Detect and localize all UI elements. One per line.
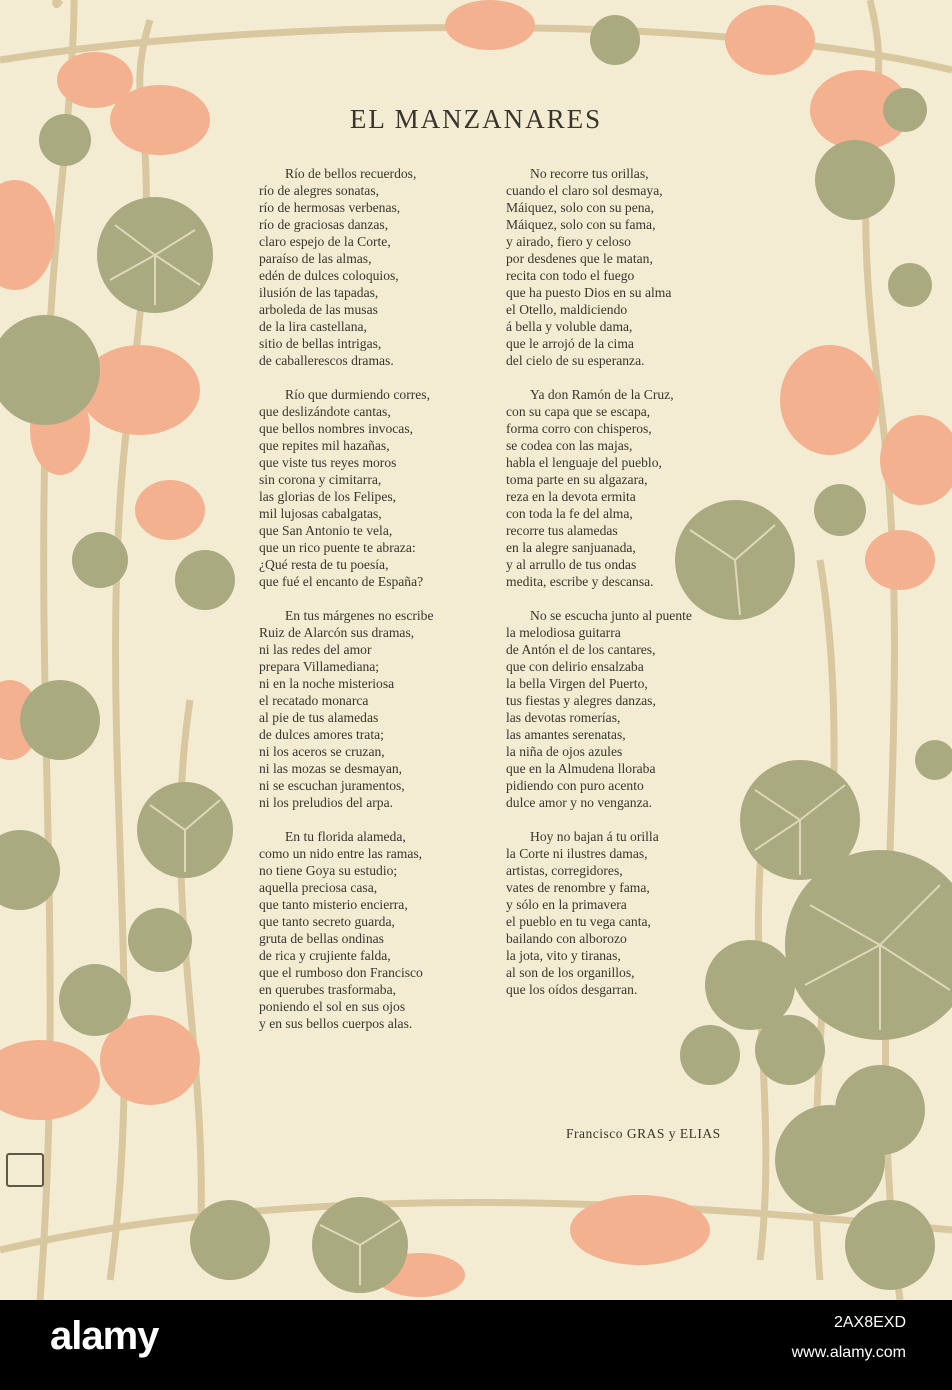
stanza	[500, 828, 740, 998]
verse-line: que los oídos desgarran.	[506, 982, 638, 997]
verse-line: río de alegres sonatas,	[259, 183, 380, 198]
stock-image-id: 2AX8EXD	[833, 1314, 906, 1331]
verse-line: ni las mozas se desmayan,	[259, 761, 403, 776]
verse-line: Máiquez, solo con su fama,	[506, 217, 656, 232]
stanza	[500, 386, 740, 590]
verse-line: reza en la devota ermita	[506, 489, 636, 504]
verse-line: ni los aceros se cruzan,	[259, 744, 385, 759]
verse-line: las amantes serenatas,	[506, 727, 626, 742]
verse-line: pidiendo con puro acento	[506, 778, 644, 793]
verse-line: de rica y crujiente falda,	[259, 948, 391, 963]
verse-line: forma corro con chisperos,	[506, 421, 652, 436]
verse-line: la bella Virgen del Puerto,	[506, 676, 648, 691]
author-signature: Francisco GRAS y ELIAS	[566, 1126, 721, 1141]
verse-line: Ruiz de Alarcón sus dramas,	[259, 625, 415, 640]
verse-line: las devotas romerías,	[506, 710, 621, 725]
verse-line: y al arrullo de tus ondas	[506, 557, 637, 572]
verse-line: que fué el encanto de España?	[259, 574, 424, 589]
verse-line: recorre tus alamedas	[506, 523, 618, 538]
verse-line: dulce amor y no venganza.	[506, 795, 653, 810]
verse-line: habla el lenguaje del pueblo,	[506, 455, 662, 470]
verse-line: gruta de bellas ondinas	[259, 931, 384, 946]
verse-line: como un nido entre las ramas,	[259, 846, 423, 861]
stock-logo: alamy	[50, 1314, 159, 1358]
verse-line: prepara Villamediana;	[259, 659, 380, 674]
verse-line: que le arrojó de la cima	[506, 336, 634, 351]
verse-line: que repites mil hazañas,	[259, 438, 390, 453]
verse-line: recita con todo el fuego	[506, 268, 635, 283]
verse-line: sitio de bellas intrigas,	[259, 336, 382, 351]
verse-line: Río que durmiendo corres,	[285, 387, 430, 402]
verse-line: y en sus bellos cuerpos alas.	[259, 1016, 413, 1031]
verse-line: vates de renombre y fama,	[506, 880, 650, 895]
verse-line: se codea con las majas,	[506, 438, 633, 453]
verse-line: ni las redes del amor	[259, 642, 372, 657]
verse-line: poniendo el sol en sus ojos	[259, 999, 406, 1014]
poem-title: EL MANZANARES	[349, 104, 603, 134]
verse-line: toma parte en su algazara,	[506, 472, 648, 487]
verse-line: de caballerescos dramas.	[259, 353, 394, 368]
verse-line: en la alegre sanjuanada,	[506, 540, 636, 555]
verse-line: y airado, fiero y celoso	[506, 234, 631, 249]
verse-line: tus fiestas y alegres danzas,	[506, 693, 656, 708]
poem-column-left	[247, 165, 487, 1049]
verse-line: aquella preciosa casa,	[259, 880, 378, 895]
verse-line: que en la Almudena lloraba	[506, 761, 656, 776]
verse-line: la Corte ni ilustres damas,	[506, 846, 648, 861]
verse-line: que deslizándote cantas,	[259, 404, 391, 419]
verse-line: En tu florida alameda,	[285, 829, 406, 844]
verse-line: el recatado monarca	[259, 693, 369, 708]
verse-line: del cielo de su esperanza.	[506, 353, 645, 368]
verse-line: las glorias de los Felipes,	[259, 489, 397, 504]
stanza	[247, 386, 487, 590]
verse-line: Máiquez, solo con su pena,	[506, 200, 654, 215]
verse-line: claro espejo de la Corte,	[259, 234, 391, 249]
verse-line: que bellos nombres invocas,	[259, 421, 414, 436]
artist-monogram	[6, 1153, 44, 1187]
stanza	[247, 165, 487, 369]
watermark-bar	[0, 1300, 952, 1390]
verse-line: por desdenes que le matan,	[506, 251, 653, 266]
verse-line: No se escucha junto al puente	[530, 608, 692, 623]
verse-line: mil lujosas cabalgatas,	[259, 506, 382, 521]
verse-line: arboleda de las musas	[259, 302, 378, 317]
verse-line: Río de bellos recuerdos,	[285, 166, 417, 181]
verse-line: el Otello, maldiciendo	[506, 302, 628, 317]
verse-line: ¿Qué resta de tu poesía,	[259, 557, 389, 572]
verse-line: al son de los organillos,	[506, 965, 635, 980]
verse-line: que tanto misterio encierra,	[259, 897, 408, 912]
stanza	[247, 607, 487, 811]
stanza	[500, 165, 740, 369]
verse-line: cuando el claro sol desmaya,	[506, 183, 663, 198]
verse-line: ni se escuchan juramentos,	[259, 778, 405, 793]
verse-line: sin corona y cimitarra,	[259, 472, 382, 487]
verse-line: No recorre tus orillas,	[530, 166, 649, 181]
verse-line: con su capa que se escapa,	[506, 404, 651, 419]
verse-line: al pie de tus alamedas	[259, 710, 379, 725]
verse-line: la niña de ojos azules	[506, 744, 623, 759]
verse-line: Hoy no bajan á tu orilla	[530, 829, 659, 844]
stock-url: www.alamy.com	[791, 1344, 906, 1361]
verse-line: medita, escribe y descansa.	[506, 574, 654, 589]
verse-line: que ha puesto Dios en su alma	[506, 285, 672, 300]
verse-line: Ya don Ramón de la Cruz,	[530, 387, 674, 402]
verse-line: con toda la fe del alma,	[506, 506, 633, 521]
stanza	[500, 607, 740, 811]
verse-line: paraíso de las almas,	[259, 251, 372, 266]
verse-line: río de hermosas verbenas,	[259, 200, 401, 215]
verse-line: de Antón el de los cantares,	[506, 642, 656, 657]
verse-line: la melodiosa guitarra	[506, 625, 621, 640]
verse-line: ni los preludios del arpa.	[259, 795, 394, 810]
verse-line: ilusión de las tapadas,	[259, 285, 379, 300]
verse-line: á bella y voluble dama,	[506, 319, 633, 334]
verse-line: artistas, corregidores,	[506, 863, 623, 878]
verse-line: de dulces amores trata;	[259, 727, 384, 742]
verse-line: que el rumboso don Francisco	[259, 965, 423, 980]
verse-line: que San Antonio te vela,	[259, 523, 393, 538]
verse-line: que tanto secreto guarda,	[259, 914, 395, 929]
verse-line: que un rico puente te abraza:	[259, 540, 416, 555]
verse-line: la jota, vito y tiranas,	[506, 948, 621, 963]
verse-line: En tus márgenes no escribe	[285, 608, 434, 623]
verse-line: edén de dulces coloquios,	[259, 268, 399, 283]
verse-line: no tiene Goya su estudio;	[259, 863, 398, 878]
stanza	[247, 828, 487, 1032]
verse-line: río de graciosas danzas,	[259, 217, 389, 232]
verse-line: de la lira castellana,	[259, 319, 367, 334]
verse-line: que con delirio ensalzaba	[506, 659, 644, 674]
poem-column-right	[500, 165, 740, 1015]
verse-line: el pueblo en tu vega canta,	[506, 914, 651, 929]
verse-line: bailando con alborozo	[506, 931, 627, 946]
verse-line: que viste tus reyes moros	[259, 455, 397, 470]
verse-line: en querubes trasformaba,	[259, 982, 397, 997]
verse-line: ni en la noche misteriosa	[259, 676, 395, 691]
verse-line: y sólo en la primavera	[506, 897, 627, 912]
